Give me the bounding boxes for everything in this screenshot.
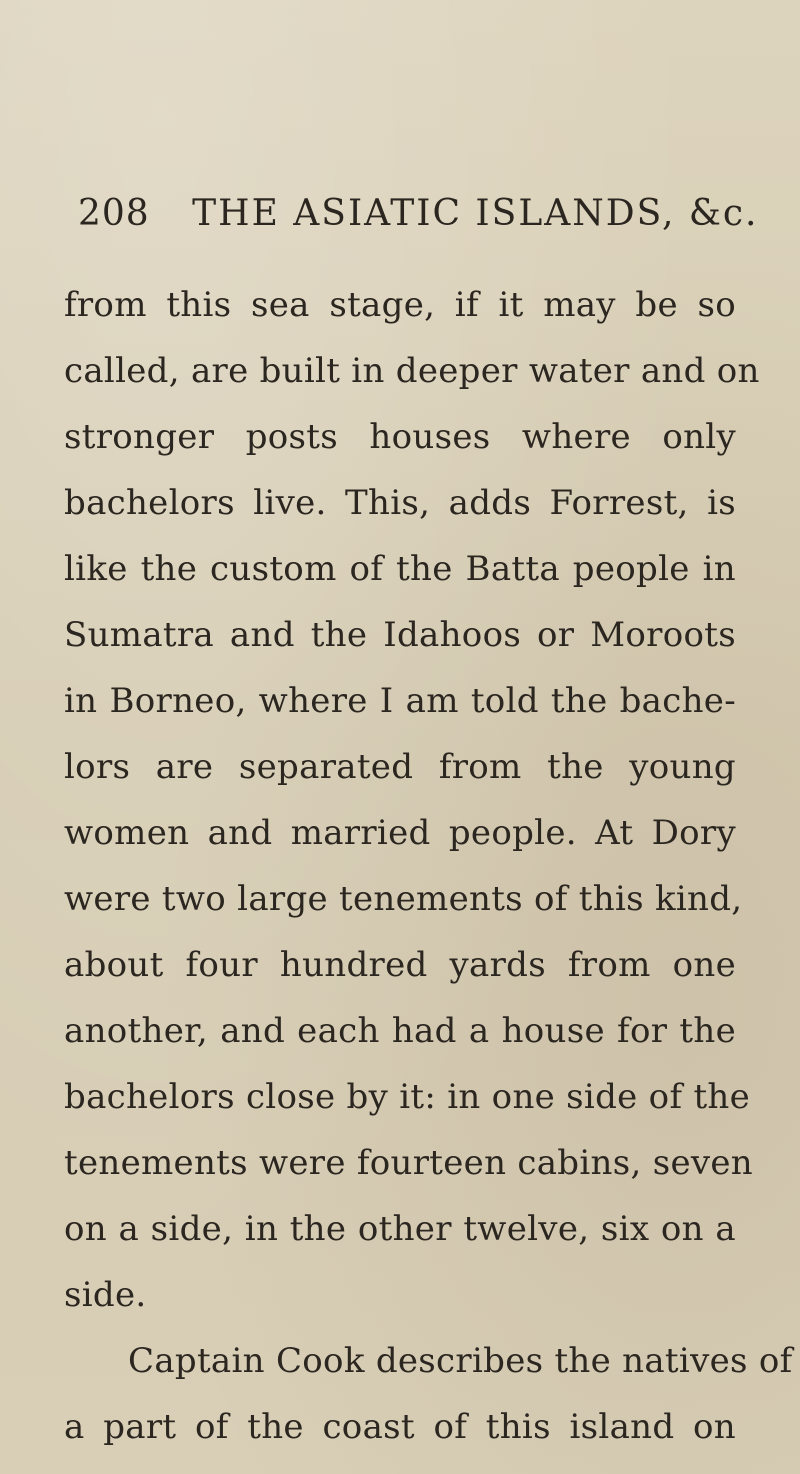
text-line: were two large tenements of this kind, — [64, 879, 743, 919]
text-line: side. — [64, 1275, 147, 1315]
text-line: called, are built in deeper water and on — [64, 351, 760, 391]
text-line: another, and each had a house for the — [64, 1011, 736, 1051]
text-line: a part of the coast of this island on — [64, 1407, 736, 1447]
text-line: Captain Cook describes the natives of — [128, 1341, 793, 1381]
page-number: 208 — [78, 193, 150, 234]
text-line: on a side, in the other twelve, six on a — [64, 1209, 736, 1249]
text-line: like the custom of the Batta people in — [64, 549, 736, 589]
paragraph-2 — [64, 1328, 793, 1460]
page-header — [78, 192, 759, 236]
body-text — [64, 272, 793, 1460]
text-line: bachelors close by it: in one side of the — [64, 1077, 751, 1117]
text-line: women and married people. At Dory — [64, 813, 736, 853]
text-line: tenements were fourteen cabins, seven — [64, 1143, 754, 1183]
paragraph-1 — [64, 272, 760, 1328]
running-title: THE ASIATIC ISLANDS, &c. — [192, 193, 759, 234]
text-line: Sumatra and the Idahoos or Moroots — [64, 615, 736, 655]
text-line: stronger posts houses where only — [64, 417, 736, 457]
text-line: from this sea stage, if it may be so — [64, 285, 736, 325]
text-line: bachelors live. This, adds Forrest, is — [64, 483, 736, 523]
text-line: about four hundred yards from one — [64, 945, 736, 985]
text-line: lors are separated from the young — [64, 747, 736, 787]
text-line: in Borneo, where I am told the bache- — [64, 681, 736, 721]
